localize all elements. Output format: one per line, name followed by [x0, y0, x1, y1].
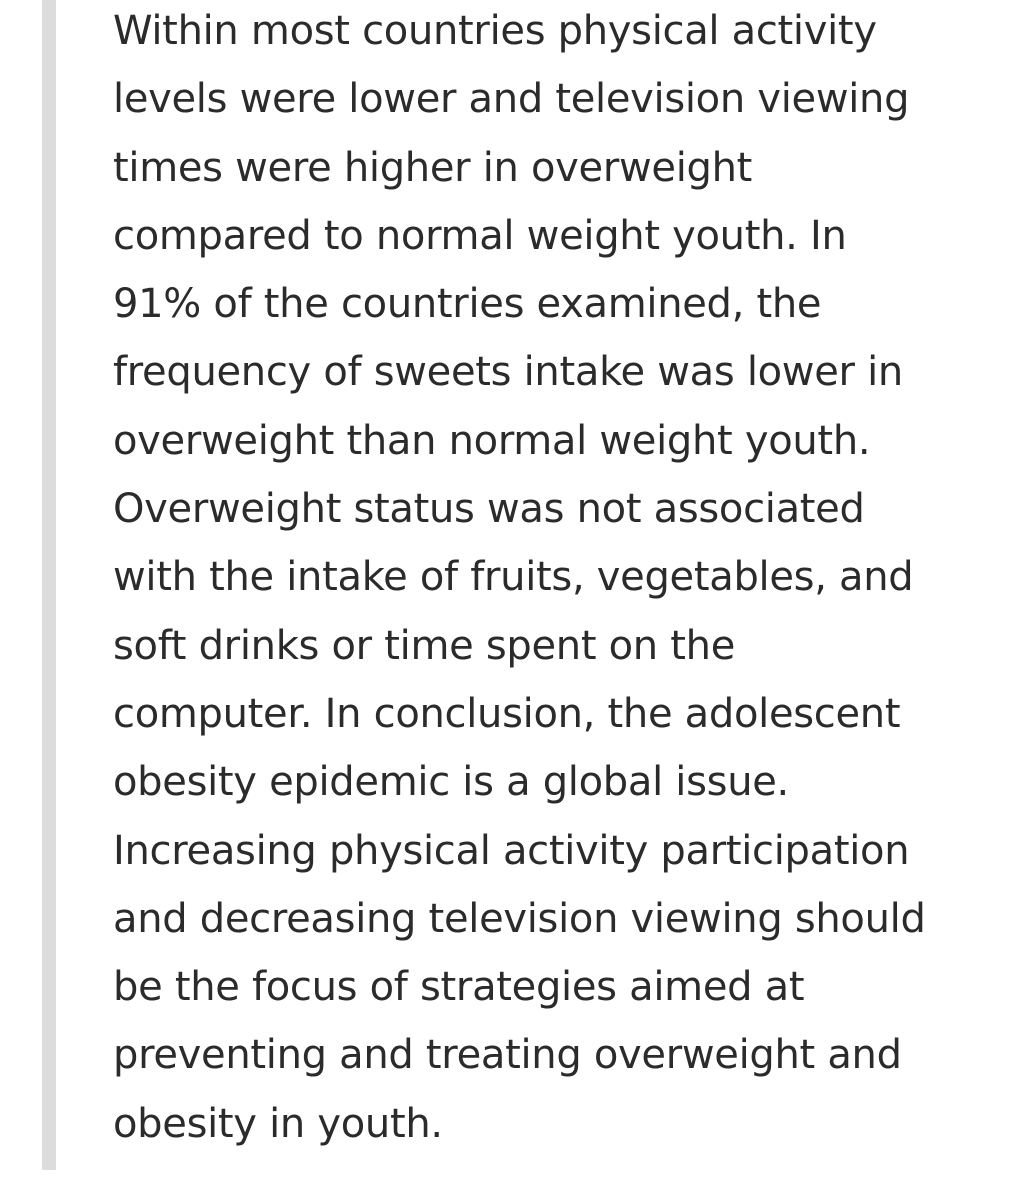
- text-line: Overweight status was not associated: [113, 486, 865, 533]
- text-line: with the intake of fruits, vegetables, and: [113, 554, 914, 601]
- text-line: obesity epidemic is a global issue.: [113, 759, 789, 806]
- text-line: and decreasing television viewing should: [113, 895, 926, 942]
- text-line: computer. In conclusion, the adolescent: [113, 690, 901, 737]
- text-line: frequency of sweets intake was lower in: [113, 349, 903, 396]
- text-line: compared to normal weight youth. In: [113, 212, 847, 259]
- text-line: preventing and treating overweight and: [113, 1032, 902, 1079]
- text-line: be the focus of strategies aimed at: [113, 964, 805, 1011]
- text-line: times were higher in overweight: [113, 144, 753, 191]
- text-line: Within most countries physical activity: [113, 8, 877, 54]
- text-line: 91% of the countries examined, the: [113, 281, 822, 328]
- text-line: soft drinks or time spent on the: [113, 622, 736, 669]
- text-line: levels were lower and television viewing: [113, 76, 910, 123]
- abstract-paragraph: [113, 0, 1023, 1161]
- text-line: overweight than normal weight youth.: [113, 417, 871, 464]
- text-line: obesity in youth.: [113, 1100, 443, 1147]
- text-line: Increasing physical activity participation: [113, 827, 910, 874]
- blockquote-bar: [42, 0, 56, 1170]
